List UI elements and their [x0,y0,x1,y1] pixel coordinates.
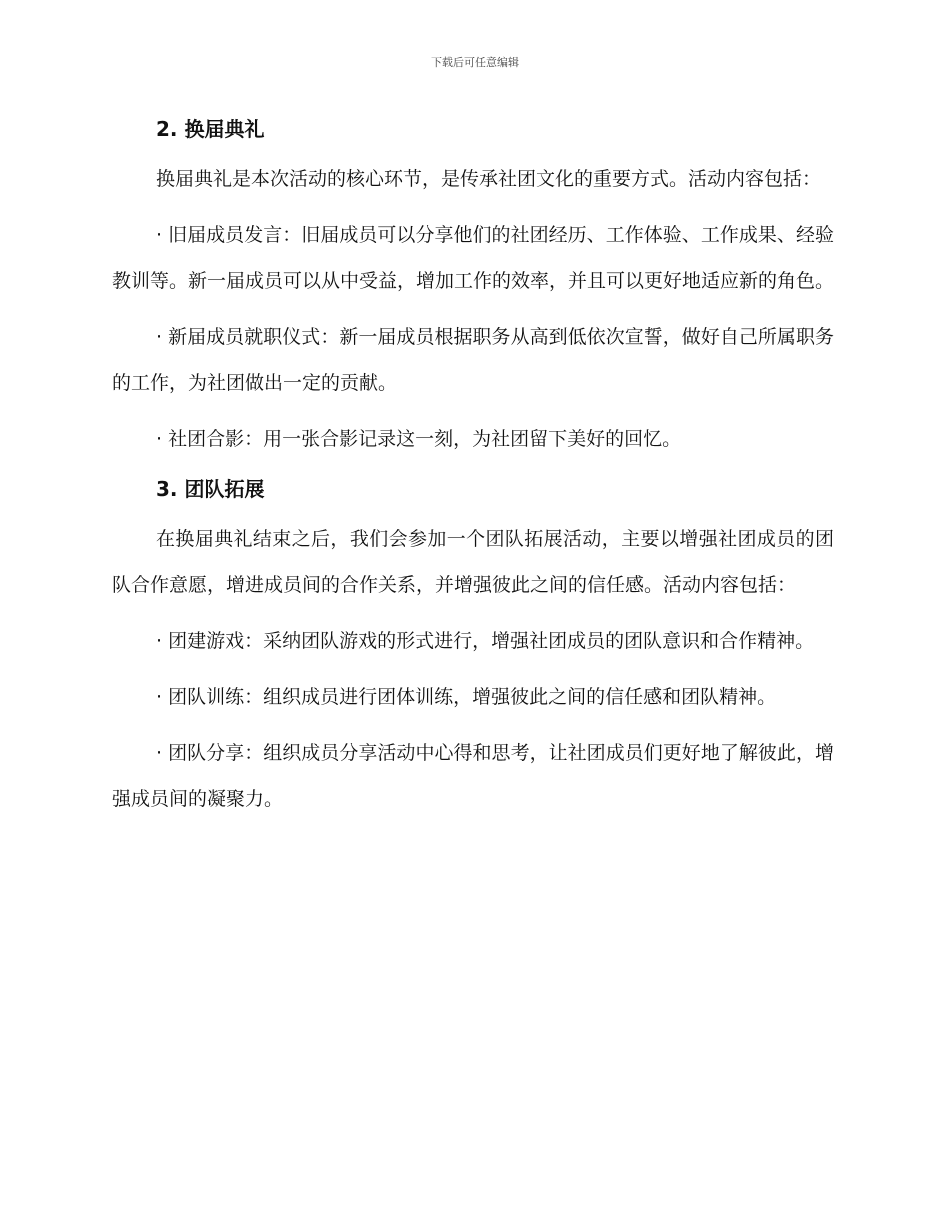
list-item: · 团建游戏：采纳团队游戏的形式进行，增强社团成员的团队意识和合作精神。 [156,630,815,652]
section-heading: 2. 换届典礼 [156,117,265,141]
list-item: · 社团合影：用一张合影记录这一刻，为社团留下美好的回忆。 [156,428,682,450]
section-handover-ceremony [112,110,834,462]
section-team-building [112,470,834,822]
section-intro-paragraph: 在换届典礼结束之后，我们会参加一个团队拓展活动，主要以增强社团成员的团队合作意愿，增进成员间的合作关系，并增强彼此之间的信任感。活动内容包括： [112,528,834,596]
list-item: · 旧届成员发言：旧届成员可以分享他们的社团经历、工作体验、工作成果、经验教训等。新一届成员可以从中受益，增加工作的效率，并且可以更好地适应新的角色。 [112,224,835,292]
section-heading: 3. 团队拓展 [156,477,265,501]
document-body [112,110,834,822]
page-header-note: 下载后可任意编辑 [431,56,519,69]
section-intro-paragraph: 换届典礼是本次活动的核心环节，是传承社团文化的重要方式。活动内容包括： [156,168,822,190]
list-item: · 团队分享：组织成员分享活动中心得和思考，让社团成员们更好地了解彼此，增强成员间的凝聚力。 [112,742,834,810]
list-item: · 新届成员就职仪式：新一届成员根据职务从高到低依次宣誓，做好自己所属职务的工作，为社团做出一定的贡献。 [112,326,834,394]
list-item: · 团队训练：组织成员进行团体训练，增强彼此之间的信任感和团队精神。 [156,686,777,708]
